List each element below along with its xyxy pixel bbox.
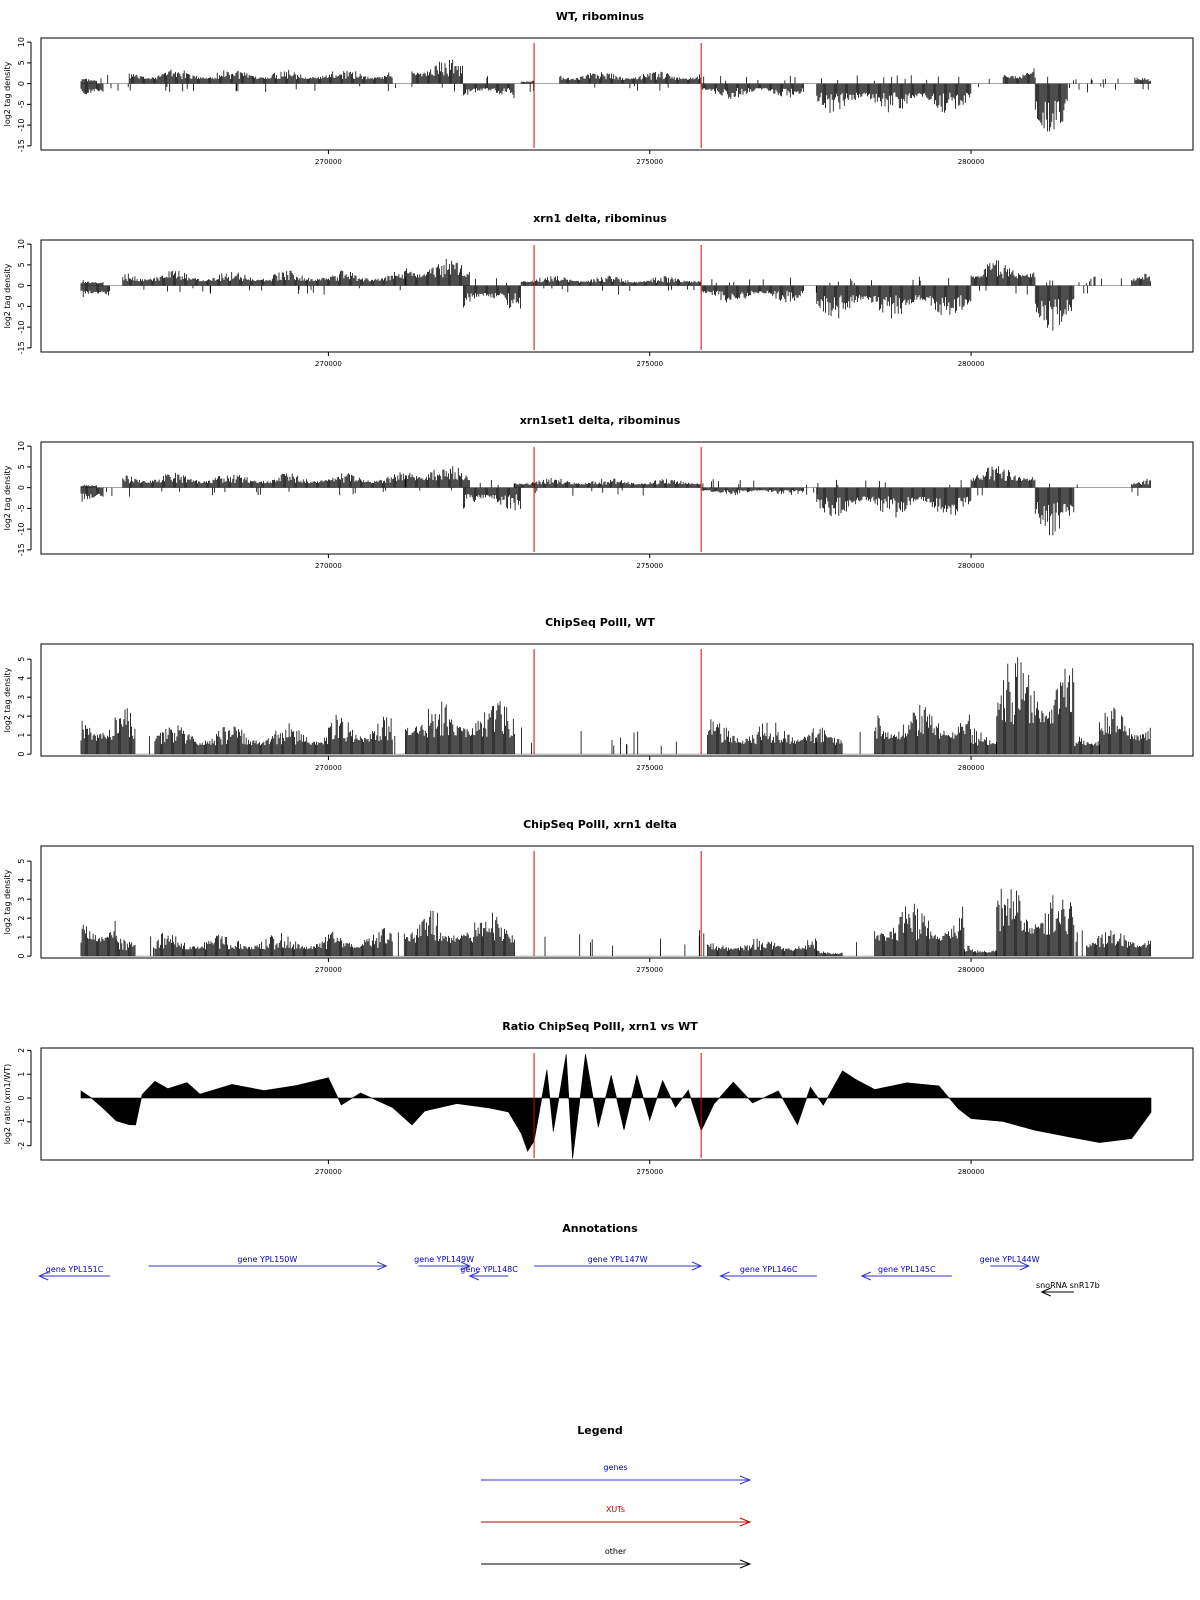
annotation-label: gene YPL149W: [414, 1255, 475, 1264]
panel-title: xrn1set1 delta, ribominus: [519, 414, 681, 427]
sparse-ticks: [107, 488, 1138, 497]
x-tick-label: 275000: [636, 562, 664, 570]
y-tick-label: 5: [17, 60, 26, 66]
signal-segment: [1100, 708, 1151, 755]
annotation-label: gene YPL144W: [979, 1255, 1040, 1264]
signal-segment: [1135, 78, 1150, 84]
y-tick-label: 0: [17, 81, 26, 87]
y-tick-label: -1: [17, 1117, 26, 1126]
panel-title: xrn1 delta, ribominus: [533, 212, 667, 225]
signal-segment: [81, 280, 103, 286]
y-tick-label: 4: [17, 675, 26, 681]
x-tick-label: 275000: [636, 360, 664, 368]
x-tick-label: 280000: [957, 360, 985, 368]
annotation-label: gene YPL146C: [739, 1265, 798, 1274]
y-tick-label: 0: [17, 283, 26, 289]
annotation-label: gene YPL150W: [237, 1255, 298, 1264]
y-tick-label: 4: [17, 877, 26, 883]
series-positive: [81, 889, 1151, 956]
annotation-label: gene YPL151C: [45, 1265, 104, 1274]
signal-segment: [123, 271, 406, 286]
x-tick-label: 280000: [957, 158, 985, 166]
annotation-label: gene YPL148C: [460, 1265, 518, 1274]
x-tick-label: 275000: [636, 158, 664, 166]
signal-segment: [463, 286, 520, 309]
signal-segment: [463, 84, 514, 99]
signal-segment: [81, 84, 103, 95]
annotation-label: gene YPL147W: [587, 1255, 648, 1264]
y-tick-label: -5: [17, 100, 26, 109]
panel-title: Ratio ChipSeq PolII, xrn1 vs WT: [502, 1020, 698, 1033]
signal-segment: [521, 81, 533, 84]
y-tick-label: 5: [17, 262, 26, 268]
signal-segment: [875, 705, 971, 754]
signal-segment: [123, 472, 406, 487]
sparse-ticks: [144, 286, 1088, 295]
signal-segment: [81, 286, 110, 297]
x-tick-label: 280000: [957, 562, 985, 570]
y-axis: [17, 1048, 31, 1150]
signal-segment: [81, 921, 116, 956]
signal-segment: [81, 488, 103, 502]
signal-segment: [817, 286, 971, 319]
signal-segment: [328, 928, 392, 956]
x-axis: [315, 756, 984, 772]
y-tick-label: -5: [17, 302, 26, 311]
y-tick-label: 10: [17, 239, 26, 250]
y-tick-label: -10: [17, 320, 26, 334]
x-tick-label: 270000: [315, 966, 342, 974]
signal-segment: [406, 911, 515, 956]
panel-6: [3, 1020, 1193, 1176]
signal-segment: [81, 485, 96, 488]
x-tick-label: 270000: [315, 1168, 342, 1176]
signal-segment: [708, 719, 817, 754]
x-tick-label: 280000: [957, 1168, 985, 1176]
signal-segment: [701, 488, 803, 496]
series-negative: [81, 286, 1088, 331]
series-positive: [81, 657, 1150, 754]
x-tick-label: 280000: [957, 764, 985, 772]
series-positive: [81, 60, 1150, 84]
ratio-area: [81, 1054, 1151, 1159]
y-axis: [17, 239, 31, 354]
signal-segment: [971, 466, 1035, 487]
x-tick-label: 275000: [636, 966, 664, 974]
annotation-label: gene YPL145C: [878, 1265, 936, 1274]
y-tick-label: 1: [17, 934, 26, 940]
x-tick-label: 275000: [636, 764, 664, 772]
x-axis: [315, 150, 984, 166]
panel-1: [3, 10, 1193, 166]
signal-segment: [155, 933, 328, 956]
signal-segment: [1003, 68, 1035, 83]
y-tick-label: 10: [17, 37, 26, 48]
y-axis: [17, 441, 31, 556]
y-axis-label: log2 tag density: [3, 263, 12, 329]
signal-segment: [129, 70, 392, 84]
signal-segment: [997, 657, 1074, 754]
legend-entry: [481, 1547, 750, 1568]
signal-segment: [1087, 930, 1151, 956]
y-axis-label: log2 ratio (xrn1/WT): [3, 1063, 12, 1145]
y-tick-label: -10: [17, 522, 26, 536]
signal-segment: [406, 259, 470, 286]
series-negative: [81, 84, 1148, 132]
signal-segment: [116, 939, 135, 956]
y-tick-label: 1: [17, 732, 26, 738]
signal-segment: [515, 478, 701, 488]
signal-segment: [701, 286, 803, 303]
y-tick-label: 5: [17, 858, 26, 864]
y-tick-label: 5: [17, 656, 26, 662]
legend-panel: [481, 1424, 750, 1568]
annotations-title: Annotations: [562, 1222, 638, 1235]
signal-segment: [708, 939, 817, 957]
signal-segment: [412, 60, 463, 84]
y-tick-label: 3: [17, 694, 26, 700]
x-tick-label: 270000: [315, 360, 342, 368]
series-negative: [81, 488, 1138, 536]
annotation-feature: [720, 1265, 816, 1280]
legend-label: other: [604, 1547, 627, 1556]
series-positive: [81, 466, 1150, 487]
x-tick-label: 270000: [315, 158, 342, 166]
plot-frame: [41, 442, 1193, 554]
x-tick-label: 280000: [957, 966, 985, 974]
sparse-ticks: [111, 84, 1148, 93]
panel-title: ChipSeq PolII, WT: [545, 616, 655, 629]
y-tick-label: 1: [17, 1071, 26, 1077]
y-axis-label: log2 tag density: [3, 667, 12, 733]
y-tick-label: 10: [17, 441, 26, 452]
signal-segment: [406, 466, 470, 487]
signal-segment: [521, 276, 700, 286]
panel-title: WT, ribominus: [555, 10, 645, 23]
annotations-panel: [39, 1222, 1099, 1296]
annotation-feature: [534, 1255, 701, 1270]
y-tick-label: 0: [17, 485, 26, 491]
annotation-feature: [862, 1265, 952, 1280]
x-axis: [315, 958, 984, 974]
signal-segment: [1035, 286, 1074, 331]
sparse-ticks: [476, 277, 1122, 286]
y-tick-label: 2: [17, 713, 26, 719]
signal-segment: [155, 723, 328, 754]
annotation-feature: [39, 1265, 110, 1280]
legend-title: Legend: [577, 1424, 623, 1437]
signal-segment: [875, 904, 964, 956]
signal-segment: [463, 488, 520, 511]
x-tick-label: 270000: [315, 562, 342, 570]
signal-segment: [1132, 479, 1151, 488]
legend-entry: [481, 1463, 750, 1484]
series-positive: [81, 259, 1150, 286]
signal-segment: [701, 84, 803, 99]
legend-label: XUTs: [605, 1505, 626, 1514]
y-tick-label: 2: [17, 915, 26, 921]
y-tick-label: 5: [17, 464, 26, 470]
y-axis-label: log2 tag density: [3, 869, 12, 935]
y-tick-label: -15: [17, 139, 26, 153]
annotation-feature: [460, 1265, 518, 1280]
signal-segment: [817, 84, 971, 113]
panel-2: [3, 212, 1193, 368]
signal-segment: [81, 79, 96, 84]
signal-segment: [817, 951, 842, 957]
y-tick-label: -10: [17, 118, 26, 132]
y-tick-label: 0: [17, 953, 26, 959]
signal-segment: [971, 729, 996, 755]
x-tick-label: 275000: [636, 1168, 664, 1176]
y-axis: [17, 859, 31, 959]
y-axis: [17, 37, 31, 152]
annotation-feature: [148, 1255, 386, 1270]
panel-5: [3, 818, 1193, 974]
y-tick-label: 3: [17, 896, 26, 902]
y-tick-label: -5: [17, 504, 26, 513]
panel-4: [3, 616, 1193, 772]
y-tick-label: -2: [17, 1141, 26, 1150]
annotation-label: snoRNA snR17b: [1035, 1281, 1100, 1290]
x-axis: [315, 554, 984, 570]
y-tick-label: -15: [17, 543, 26, 557]
signal-segment: [1035, 488, 1074, 536]
y-axis: [17, 657, 31, 757]
signal-segment: [406, 701, 515, 754]
y-tick-label: 0: [17, 751, 26, 757]
y-tick-label: 2: [17, 1047, 26, 1053]
signal-segment: [971, 260, 1035, 285]
legend-label: genes: [603, 1463, 628, 1472]
signal-segment: [817, 488, 971, 518]
signal-segment: [817, 728, 842, 754]
y-tick-label: -15: [17, 341, 26, 355]
y-axis-label: log2 tag density: [3, 61, 12, 127]
x-axis: [315, 1160, 984, 1176]
signal-segment: [1035, 84, 1067, 132]
y-axis-label: log2 tag density: [3, 465, 12, 531]
annotation-feature: [980, 1255, 1040, 1270]
signal-segment: [560, 72, 701, 84]
signal-segment: [1132, 274, 1151, 286]
x-axis: [315, 352, 984, 368]
panel-title: ChipSeq PolII, xrn1 delta: [523, 818, 677, 831]
signal-segment: [81, 708, 135, 754]
x-tick-label: 270000: [315, 764, 342, 772]
panel-3: [3, 414, 1193, 570]
signal-segment: [965, 946, 997, 956]
signal-segment: [328, 715, 392, 754]
y-tick-label: 0: [17, 1095, 26, 1101]
signal-segment: [997, 889, 1074, 956]
legend-entry: [481, 1505, 750, 1526]
plot-frame: [41, 38, 1193, 150]
plot-frame: [41, 240, 1193, 352]
annotation-feature: [1036, 1281, 1100, 1296]
signal-segment: [1074, 737, 1099, 754]
